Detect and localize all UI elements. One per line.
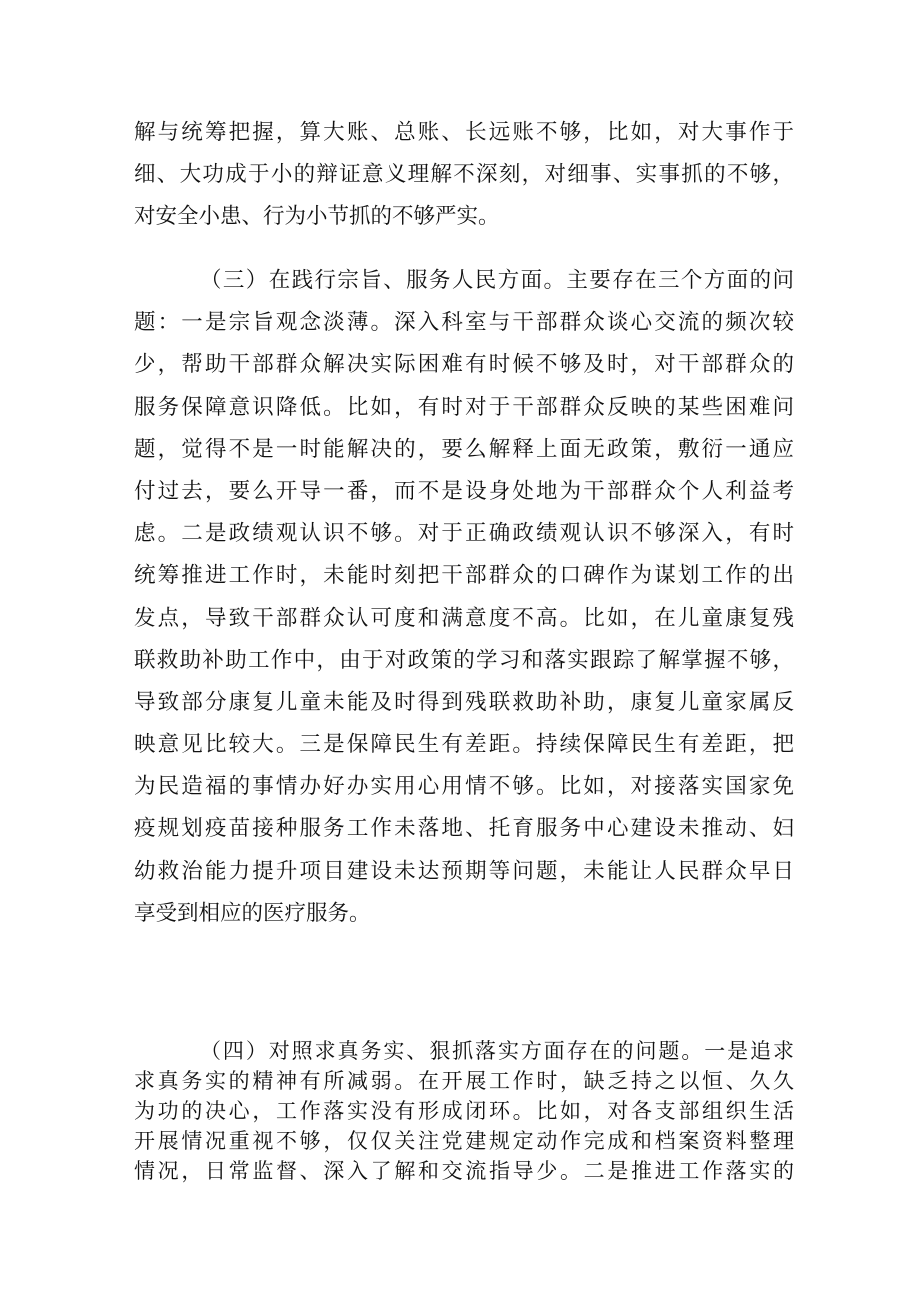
text-line: 为功的决心，工作落实没有形成闭环。比如，对各支部组织生活 [134, 1099, 794, 1123]
text-line: 题：一是宗旨观念淡薄。深入科室与干部群众谈心交流的频次较 [134, 310, 794, 336]
text-line: 发点，导致干部群众认可度和满意度不高。比如，在儿童康复残 [134, 605, 794, 631]
text-line: 题，觉得不是一时能解决的，要么解释上面无政策，敷衍一通应 [134, 436, 794, 462]
text-line: 映意见比较大。三是保障民生有差距。持续保障民生有差距，把 [134, 732, 794, 758]
paragraph-section-four [134, 1036, 794, 1186]
paragraph-section-three [134, 260, 794, 935]
paragraph-continuation [134, 112, 794, 239]
text-line: （四）对照求真务实、狠抓落实方面存在的问题。一是追求 [200, 1039, 794, 1063]
text-line: 细、大功成于小的辩证意义理解不深刻，对细事、实事抓的不够， [134, 162, 794, 188]
text-line: 联救助补助工作中，由于对政策的学习和落实跟踪了解掌握不够， [134, 647, 794, 673]
text-line: 求真务实的精神有所减弱。在开展工作时，缺乏持之以恒、久久 [134, 1069, 794, 1093]
text-line: 情况，日常监督、深入了解和交流指导少。二是推进工作落实的 [134, 1159, 794, 1183]
text-line: 疫规划疫苗接种服务工作未落地、托育服务中心建设未推动、妇 [134, 816, 794, 842]
text-line: 虑。二是政绩观认识不够。对于正确政绩观认识不够深入，有时 [134, 521, 794, 547]
text-line: 服务保障意识降低。比如，有时对于干部群众反映的某些困难问 [134, 394, 794, 420]
text-line: 导致部分康复儿童未能及时得到残联救助补助，康复儿童家属反 [134, 689, 794, 715]
text-line: 开展情况重视不够，仅仅关注党建规定动作完成和档案资料整理 [134, 1129, 794, 1153]
text-line: 享受到相应的医疗服务。 [134, 900, 371, 926]
text-line: 少，帮助干部群众解决实际困难有时候不够及时，对干部群众的 [134, 352, 794, 378]
text-line: 付过去，要么开导一番，而不是设身处地为干部群众个人利益考 [134, 478, 794, 504]
text-line: 统筹推进工作时，未能时刻把干部群众的口碑作为谋划工作的出 [134, 563, 794, 589]
text-line: 解与统筹把握，算大账、总账、长远账不够，比如，对大事作于 [134, 120, 794, 145]
text-line: 对安全小患、行为小节抓的不够严实。 [134, 204, 500, 230]
text-line: （三）在践行宗旨、服务人民方面。主要存在三个方面的问 [200, 268, 794, 293]
text-line: 幼救治能力提升项目建设未达预期等问题，未能让人民群众早日 [134, 858, 794, 884]
text-line: 为民造福的事情办好办实用心用情不够。比如，对接落实国家免 [134, 774, 794, 800]
